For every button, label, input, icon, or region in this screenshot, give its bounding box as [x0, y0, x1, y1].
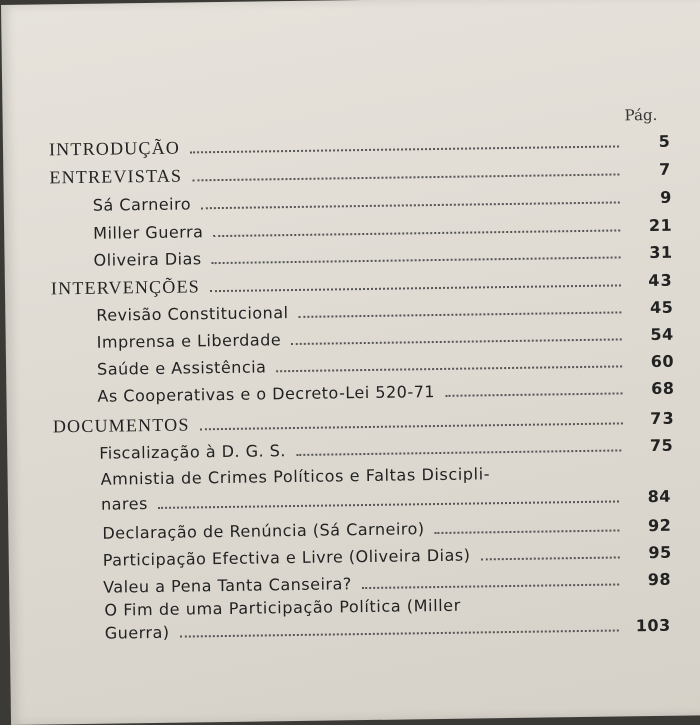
dot-leader — [210, 284, 621, 292]
dot-leader — [213, 229, 620, 237]
toc-entry-page: 98 — [647, 569, 672, 590]
toc-entry-label: Imprensa e Liberdade — [96, 330, 282, 352]
dot-leader — [480, 556, 619, 560]
toc-entry-label: Miller Guerra — [93, 222, 204, 243]
toc-entry-label: INTERVENÇÕES — [50, 276, 201, 299]
toc-entry-label: ENTREVISTAS — [49, 165, 183, 188]
toc-entry-page: 92 — [647, 515, 672, 536]
dot-leader — [212, 256, 621, 264]
dot-leader — [435, 529, 620, 534]
toc-entry-page: 5 — [658, 131, 672, 151]
toc-entry-page: 45 — [649, 297, 674, 318]
toc-entry-page: 73 — [650, 408, 675, 429]
page-column-header: Pág. — [624, 105, 658, 125]
toc-entry-page: 9 — [659, 187, 672, 207]
toc-entry-page: 103 — [635, 615, 671, 636]
toc-entry-amnistia[interactable] — [101, 487, 671, 521]
toc-entry-page: 31 — [649, 242, 673, 263]
dot-leader — [200, 422, 623, 430]
toc-entry-page: 21 — [648, 215, 673, 236]
toc-entry-label: nares — [100, 494, 148, 514]
toc-entry-fim-line1[interactable]: O Fim de uma Participação Política (Miller — [104, 595, 461, 620]
dot-leader — [362, 583, 619, 589]
toc-entry-label: Fiscalização à D. G. S. — [99, 441, 287, 463]
toc-entry-page: 60 — [650, 351, 675, 372]
toc-entry-label: Guerra) — [104, 622, 170, 643]
toc-entry-page: 54 — [650, 324, 674, 345]
toc-entry-page: 68 — [651, 378, 675, 399]
toc-entry-label: Revisão Constitucional — [96, 303, 289, 325]
toc-entry-fiscalizacao[interactable] — [99, 436, 673, 470]
dot-leader — [180, 629, 619, 637]
toc-entry-page: 43 — [648, 270, 674, 291]
toc-entry-page: 95 — [648, 542, 672, 563]
toc-entry-label: Declaração de Renúncia (Sá Carneiro) — [102, 519, 425, 543]
toc-entry-label: Sá Carneiro — [92, 194, 192, 215]
toc-entry-page: 84 — [647, 486, 672, 507]
dot-leader — [192, 173, 619, 181]
book-page — [1, 0, 700, 725]
toc-entry-amnistia-line1[interactable]: Amnistia de Crimes Políticos e Faltas Discipli- — [100, 464, 491, 489]
dot-leader — [276, 365, 622, 372]
dot-leader — [445, 392, 622, 396]
table-of-contents — [1, 0, 700, 705]
toc-entry-label: Saúde e Assistência — [96, 357, 267, 379]
toc-entry-label: INTRODUÇÃO — [48, 137, 181, 160]
toc-entry-label: Valeu a Pena Tanta Canseira? — [103, 574, 352, 597]
dot-leader — [291, 338, 622, 345]
dot-leader — [158, 500, 619, 508]
dot-leader — [296, 449, 621, 456]
toc-entry-label: Oliveira Dias — [93, 249, 202, 270]
dot-leader — [201, 201, 620, 209]
dot-leader — [190, 145, 619, 153]
toc-entry-page: 75 — [649, 435, 674, 456]
toc-entry-label: Participação Efectiva e Livre (Oliveira Dias) — [102, 545, 471, 570]
toc-entry-page: 7 — [658, 159, 672, 179]
toc-entry-label: As Cooperativas e o Decreto-Lei 520-71 — [97, 382, 436, 406]
toc-entry-label: DOCUMENTOS — [52, 414, 190, 437]
toc-entry-fim[interactable] — [105, 616, 671, 650]
dot-leader — [299, 311, 622, 318]
